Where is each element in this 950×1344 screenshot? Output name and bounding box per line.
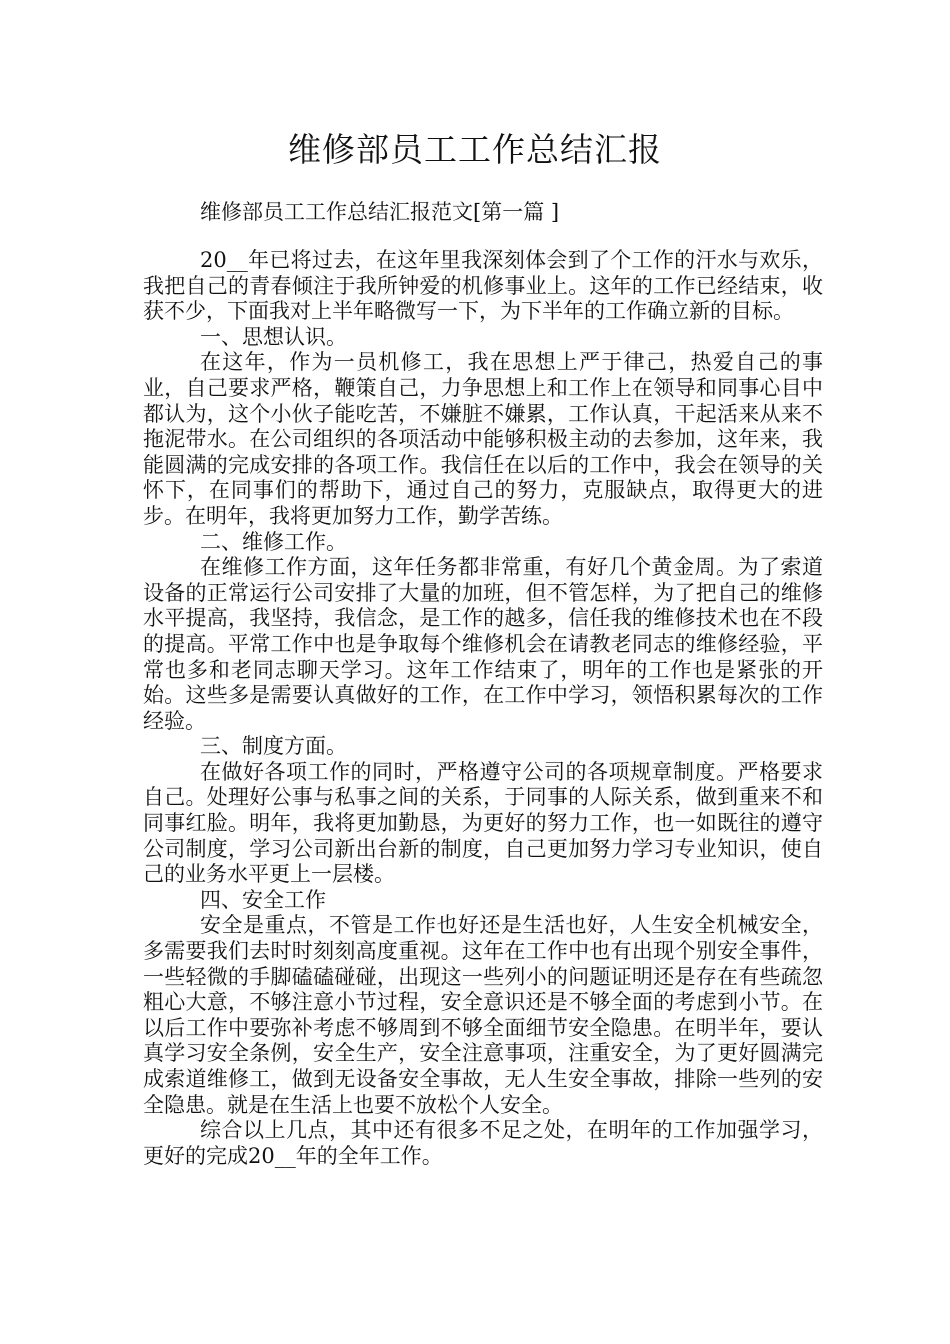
conclusion-paragraph: 综合以上几点，其中还有很多不足之处，在明年的工作加强学习，更好的完成20__年的全年工作。 (143, 1118, 823, 1168)
intro-paragraph: 20__年已将过去，在这年里我深刻体会到了个工作的汗水与欢乐，我把自己的青春倾注于我所钟爱的机修事业上。这年的工作已经结束，收获不少，下面我对上半年略微写一下，为下半年的工作确立新的目标。 (143, 248, 823, 324)
section-heading-thinking: 一、思想认识。 (200, 324, 347, 349)
rules-paragraph: 在做好各项工作的同时，严格遵守公司的各项规章制度。严格要求自己。处理好公事与私事之间的关系，于同事的人际关系，做到重来不和同事红脸。明年，我将更加勤恳，为更好的努力工作，也一如既往的遵守公司制度，学习公司新出台新的制度，自己更加努力学习专业知识，使自己的业务水平更上一层楼。 (143, 759, 823, 887)
thinking-paragraph: 在这年，作为一员机修工，我在思想上严于律己，热爱自己的事业，自己要求严格，鞭策自己，力争思想上和工作上在领导和同事心目中都认为，这个小伙子能吃苦，不嫌脏不嫌累，工作认真，干起活来从来不拖泥带水。在公司组织的各项活动中能够积极主动的去参加，这年来，我能圆满的完成安排的各项工作。我信任在以后的工作中，我会在领导的关怀下，在同事们的帮助下，通过自己的努力，克服缺点，取得更大的进步。在明年，我将更加努力工作，勤学苦练。 (143, 350, 823, 528)
document-title: 维修部员工工作总结汇报 (288, 130, 662, 169)
document-body (143, 248, 823, 1169)
document-subtitle: 维修部员工工作总结汇报范文[第一篇 ] (200, 200, 560, 224)
section-heading-maintenance: 二、维修工作。 (200, 529, 347, 554)
safety-paragraph: 安全是重点，不管是工作也好还是生活也好，人生安全机械安全，多需要我们去时时刻刻高度重视。这年在工作中也有出现个别安全事件，一些轻微的手脚磕磕碰碰，出现这一些列小的问题证明还是存在有些疏忽粗心大意，不够注意小节过程，安全意识还是不够全面的考虑到小节。在以后工作中要弥补考虑不够周到不够全面细节安全隐患。在明半年，要认真学习安全条例，安全生产，安全注意事项，注重安全，为了更好圆满完成索道维修工，做到无设备安全事故，无人生安全事故，排除一些列的安全隐患。就是在生活上也要不放松个人安全。 (143, 913, 823, 1117)
section-heading-rules: 三、制度方面。 (200, 734, 347, 759)
maintenance-paragraph: 在维修工作方面，这年任务都非常重，有好几个黄金周。为了索道设备的正常运行公司安排了大量的加班，但不管怎样，为了把自己的维修水平提高，我坚持，我信念，是工作的越多，信任我的维修技术也在不段的提高。平常工作中也是争取每个维修机会在请教老同志的维修经验，平常也多和老同志聊天学习。这年工作结束了，明年的工作也是紧张的开始。这些多是需要认真做好的工作，在工作中学习，领悟积累每次的工作经验。 (143, 555, 823, 733)
section-heading-safety: 四、安全工作 (200, 887, 326, 912)
